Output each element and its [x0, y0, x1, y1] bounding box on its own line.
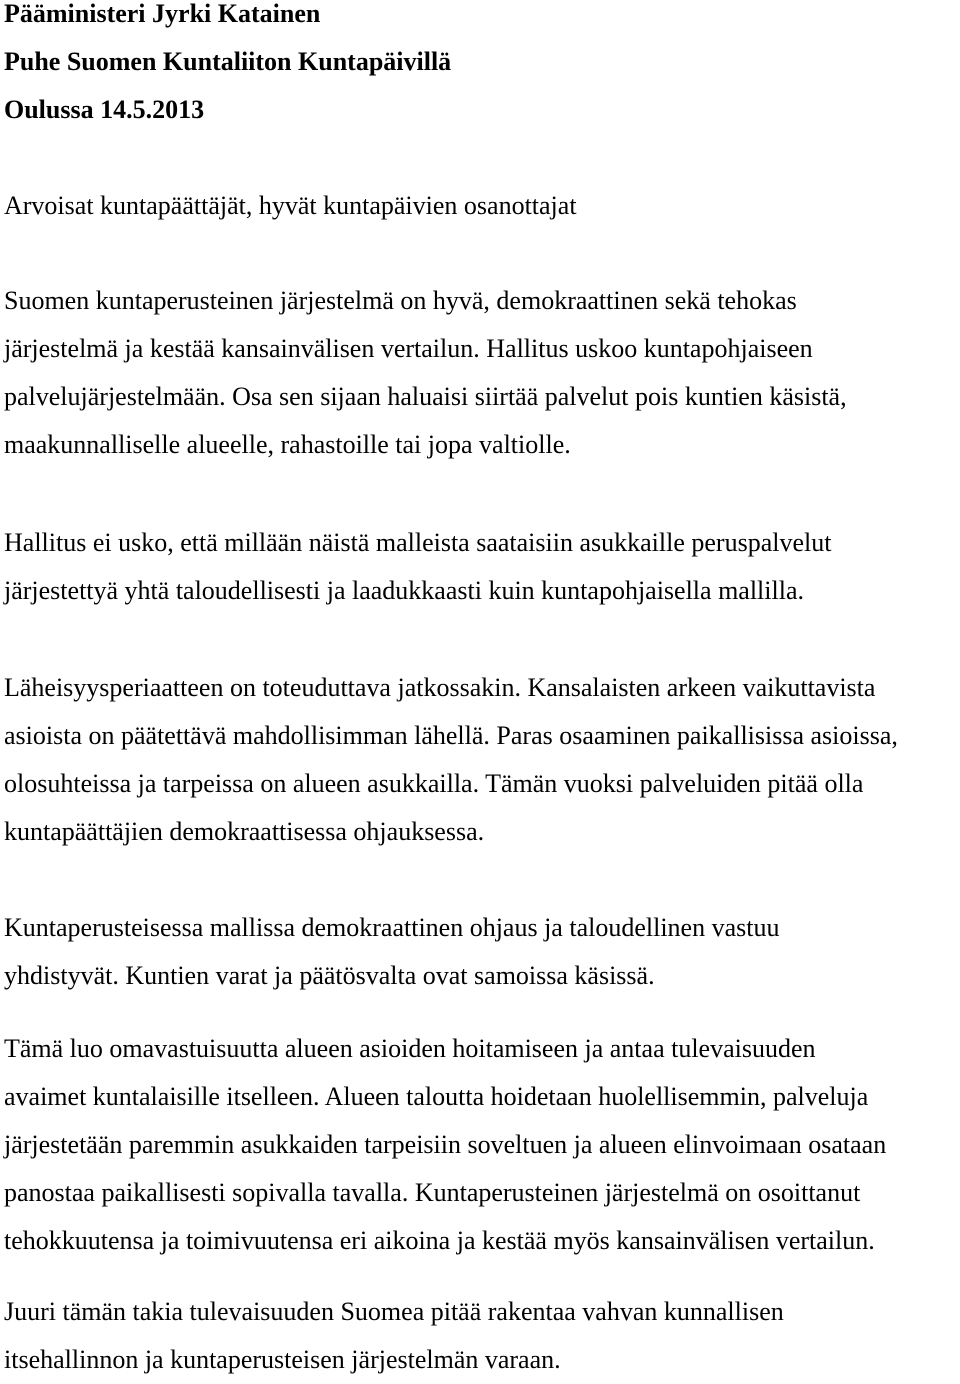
- document-heading: [4, 0, 451, 134]
- paragraph-greeting: [4, 182, 960, 230]
- paragraph-line: Kuntaperusteisessa mallissa demokraattinen ohjaus ja taloudellinen vastuu: [4, 913, 780, 942]
- paragraph-line: Suomen kuntaperusteinen järjestelmä on hyvä, demokraattinen sekä tehokas: [4, 286, 797, 315]
- paragraph-line: järjestelmä ja kestää kansainvälisen vertailun. Hallitus uskoo kuntapohjaiseen: [4, 334, 813, 363]
- paragraph-line: olosuhteissa ja tarpeissa on alueen asukkailla. Tämän vuoksi palveluiden pitää olla: [4, 769, 864, 798]
- paragraph-line: panostaa paikallisesti sopivalla tavalla. Kuntaperusteinen järjestelmä on osoittanut: [4, 1178, 861, 1207]
- paragraph-line: itsehallinnon ja kuntaperusteisen järjestelmän varaan.: [4, 1345, 561, 1374]
- paragraph-line: palvelujärjestelmään. Osa sen sijaan haluaisi siirtää palvelut pois kuntien käsistä,: [4, 382, 847, 411]
- paragraph-1: [4, 277, 960, 469]
- paragraph-line: Tämä luo omavastuisuutta alueen asioiden hoitamiseen ja antaa tulevaisuuden: [4, 1034, 816, 1063]
- paragraph-line: järjestetään paremmin asukkaiden tarpeisiin soveltuen ja alueen elinvoimaan osataan: [4, 1130, 887, 1159]
- paragraph-line: avaimet kuntalaisille itselleen. Alueen taloutta hoidetaan huolellisemmin, palveluja: [4, 1082, 869, 1111]
- paragraph-4: [4, 904, 960, 1000]
- paragraph-line: maakunnalliselle alueelle, rahastoille tai jopa valtiolle.: [4, 430, 571, 459]
- paragraph-line: asioista on päätettävä mahdollisimman lähellä. Paras osaaminen paikallisissa asioissa,: [4, 721, 898, 750]
- paragraph-line: Juuri tämän takia tulevaisuuden Suomea pitää rakentaa vahvan kunnallisen: [4, 1297, 784, 1326]
- paragraph-line: kuntapäättäjien demokraattisessa ohjauksessa.: [4, 817, 485, 846]
- paragraph-line: Läheisyysperiaatteen on toteuduttava jatkossakin. Kansalaisten arkeen vaikuttavista: [4, 673, 876, 702]
- paragraph-3: [4, 664, 960, 856]
- place-date: Oulussa 14.5.2013: [4, 95, 205, 124]
- speech-title: Puhe Suomen Kuntaliiton Kuntapäivillä: [4, 47, 452, 76]
- paragraph-line: yhdistyvät. Kuntien varat ja päätösvalta ovat samoissa käsissä.: [4, 961, 655, 990]
- paragraph-line: Arvoisat kuntapäättäjät, hyvät kuntapäivien osanottajat: [4, 191, 577, 220]
- paragraph-line: järjestettyä yhtä taloudellisesti ja laadukkaasti kuin kuntapohjaisella mallilla.: [4, 576, 804, 605]
- paragraph-line: tehokkuutensa ja toimivuutensa eri aikoina ja kestää myös kansainvälisen vertailun.: [4, 1226, 875, 1255]
- speaker-line: Pääministeri Jyrki Katainen: [4, 0, 321, 28]
- paragraph-6: [4, 1288, 960, 1384]
- paragraph-line: Hallitus ei usko, että millään näistä malleista saataisiin asukkaille peruspalvelut: [4, 528, 832, 557]
- paragraph-5: [4, 1025, 960, 1265]
- paragraph-2: [4, 519, 960, 615]
